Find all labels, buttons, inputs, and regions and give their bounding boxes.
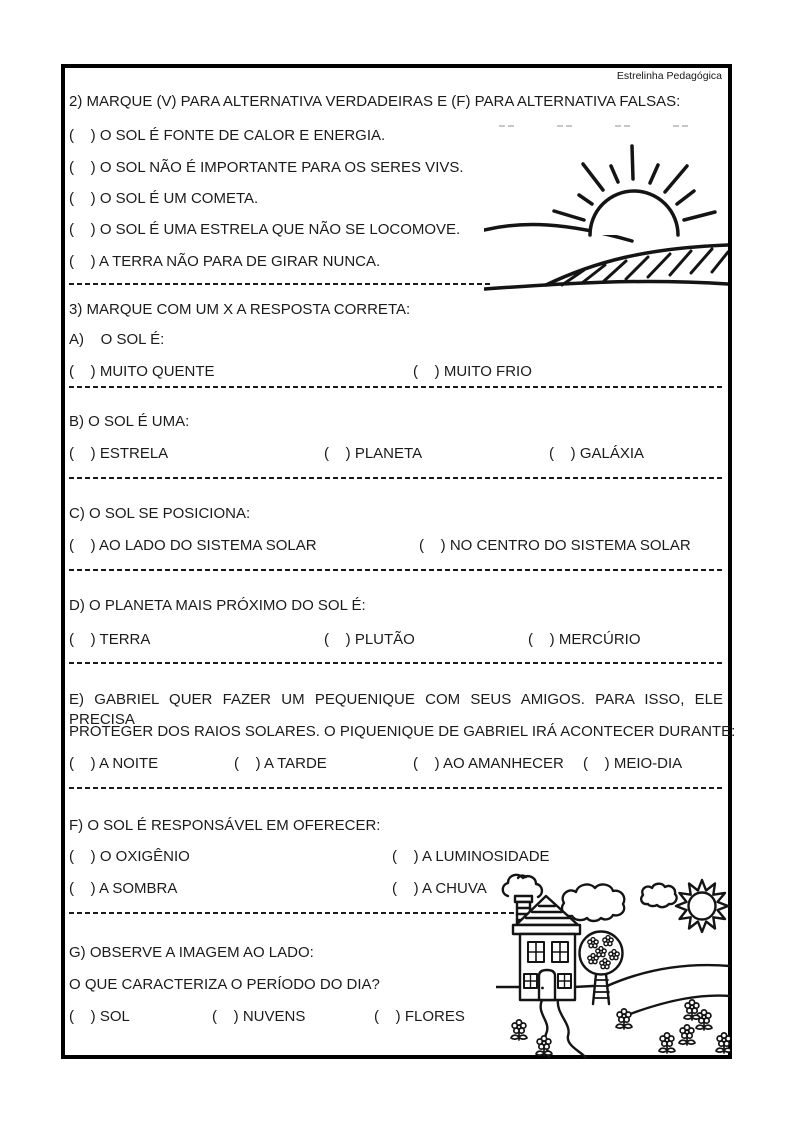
option-oxigenio: ( ) O OXIGÊNIO [69, 848, 190, 865]
brand-text: Estrelinha Pedagógica [616, 70, 722, 82]
option-plutao: ( ) PLUTÃO [324, 631, 415, 648]
item-a-label: A) O SOL É: [69, 331, 165, 348]
door [539, 970, 555, 1000]
option-luminosidade: ( ) A LUMINOSIDADE [392, 848, 550, 865]
dashed-divider [69, 787, 723, 789]
dashed-divider [69, 662, 723, 664]
cloud-partial-icon [503, 875, 542, 897]
sunrise-illustration [484, 138, 728, 294]
option-muito-quente: ( ) MUITO QUENTE [69, 363, 215, 380]
option-sombra: ( ) A SOMBRA [69, 880, 178, 897]
sun-icon [590, 191, 678, 235]
item-g-options [65, 1007, 728, 1027]
item-f-options-row1 [65, 847, 728, 867]
item-b-label: B) O SOL É UMA: [69, 413, 190, 430]
item-g-question: O QUE CARACTERIZA O PERÍODO DO DIA? [69, 976, 380, 993]
option-mercurio: ( ) MERCÚRIO [528, 631, 641, 648]
house-scene-illustration [496, 866, 730, 1058]
option-estrela: ( ) ESTRELA [69, 445, 169, 462]
cloud-small-icon [641, 884, 676, 907]
hill-bottom-edge [484, 281, 728, 289]
item-f-label: F) O SOL É RESPONSÁVEL EM OFERECER: [69, 817, 381, 834]
option-sol: ( ) SOL [69, 1008, 130, 1025]
tf-item-4: ( ) O SOL É UMA ESTRELA QUE NÃO SE LOCOMOVE. [69, 221, 461, 238]
option-planeta: ( ) PLANETA [324, 445, 423, 462]
item-b-options [65, 444, 728, 464]
tf-item-3: ( ) O SOL É UM COMETA. [69, 190, 259, 207]
option-galaxia: ( ) GALÁXIA [549, 445, 645, 462]
dashed-divider [69, 569, 723, 571]
item-a-options [65, 362, 728, 382]
option-ao-lado: ( ) AO LADO DO SISTEMA SOLAR [69, 537, 317, 554]
item-e-text-line2: PROTEGER DOS RAIOS SOLARES. O PIQUENIQUE DE GABRIEL IRÁ ACONTECER DURANTE: [69, 723, 736, 740]
item-c-label: C) O SOL SE POSICIONA: [69, 505, 251, 522]
question2-title: 2) MARQUE (V) PARA ALTERNATIVA VERDADEIRAS E (F) PARA ALTERNATIVA FALSAS: [69, 93, 681, 110]
option-muito-frio: ( ) MUITO FRIO [413, 363, 532, 380]
faded-dotted-line [499, 125, 725, 127]
question3-title: 3) MARQUE COM UM X A RESPOSTA CORRETA: [69, 301, 411, 318]
dashed-divider [69, 477, 723, 479]
tf-item-5: ( ) A TERRA NÃO PARA DE GIRAR NUNCA. [69, 253, 381, 270]
option-a-noite: ( ) A NOITE [69, 755, 159, 772]
item-d-options [65, 630, 728, 650]
tf-item-1: ( ) O SOL É FONTE DE CALOR E ENERGIA. [69, 127, 386, 144]
option-flores: ( ) FLORES [374, 1008, 465, 1025]
option-terra: ( ) TERRA [69, 631, 151, 648]
dashed-divider [69, 386, 723, 388]
sun-icon [676, 880, 728, 932]
option-ao-amanhecer: ( ) AO AMANHECER [413, 755, 564, 772]
option-no-centro: ( ) NO CENTRO DO SISTEMA SOLAR [419, 537, 691, 554]
item-g-label: G) OBSERVE A IMAGEM AO LADO: [69, 944, 314, 961]
cloud-large-icon [562, 884, 624, 921]
flower-tree-icon [580, 932, 623, 1005]
dashed-divider [69, 912, 514, 914]
item-d-label: D) O PLANETA MAIS PRÓXIMO DO SOL É: [69, 597, 366, 614]
option-meio-dia: ( ) MEIO-DIA [583, 755, 683, 772]
tf-item-2: ( ) O SOL NÃO É IMPORTANTE PARA OS SERES VIVS. [69, 159, 464, 176]
item-c-options [65, 536, 728, 556]
door-knob [541, 987, 544, 990]
option-nuvens: ( ) NUVENS [212, 1008, 306, 1025]
item-e-text-line1: E) GABRIEL QUER FAZER UM PEQUENIQUE COM SEUS AMIGOS. PARA ISSO, ELE PRECISA [69, 691, 723, 728]
dashed-divider [69, 283, 493, 285]
worksheet-frame [61, 64, 736, 1059]
option-chuva: ( ) A CHUVA [392, 880, 487, 897]
option-a-tarde: ( ) A TARDE [234, 755, 327, 772]
item-e-options [65, 754, 728, 774]
